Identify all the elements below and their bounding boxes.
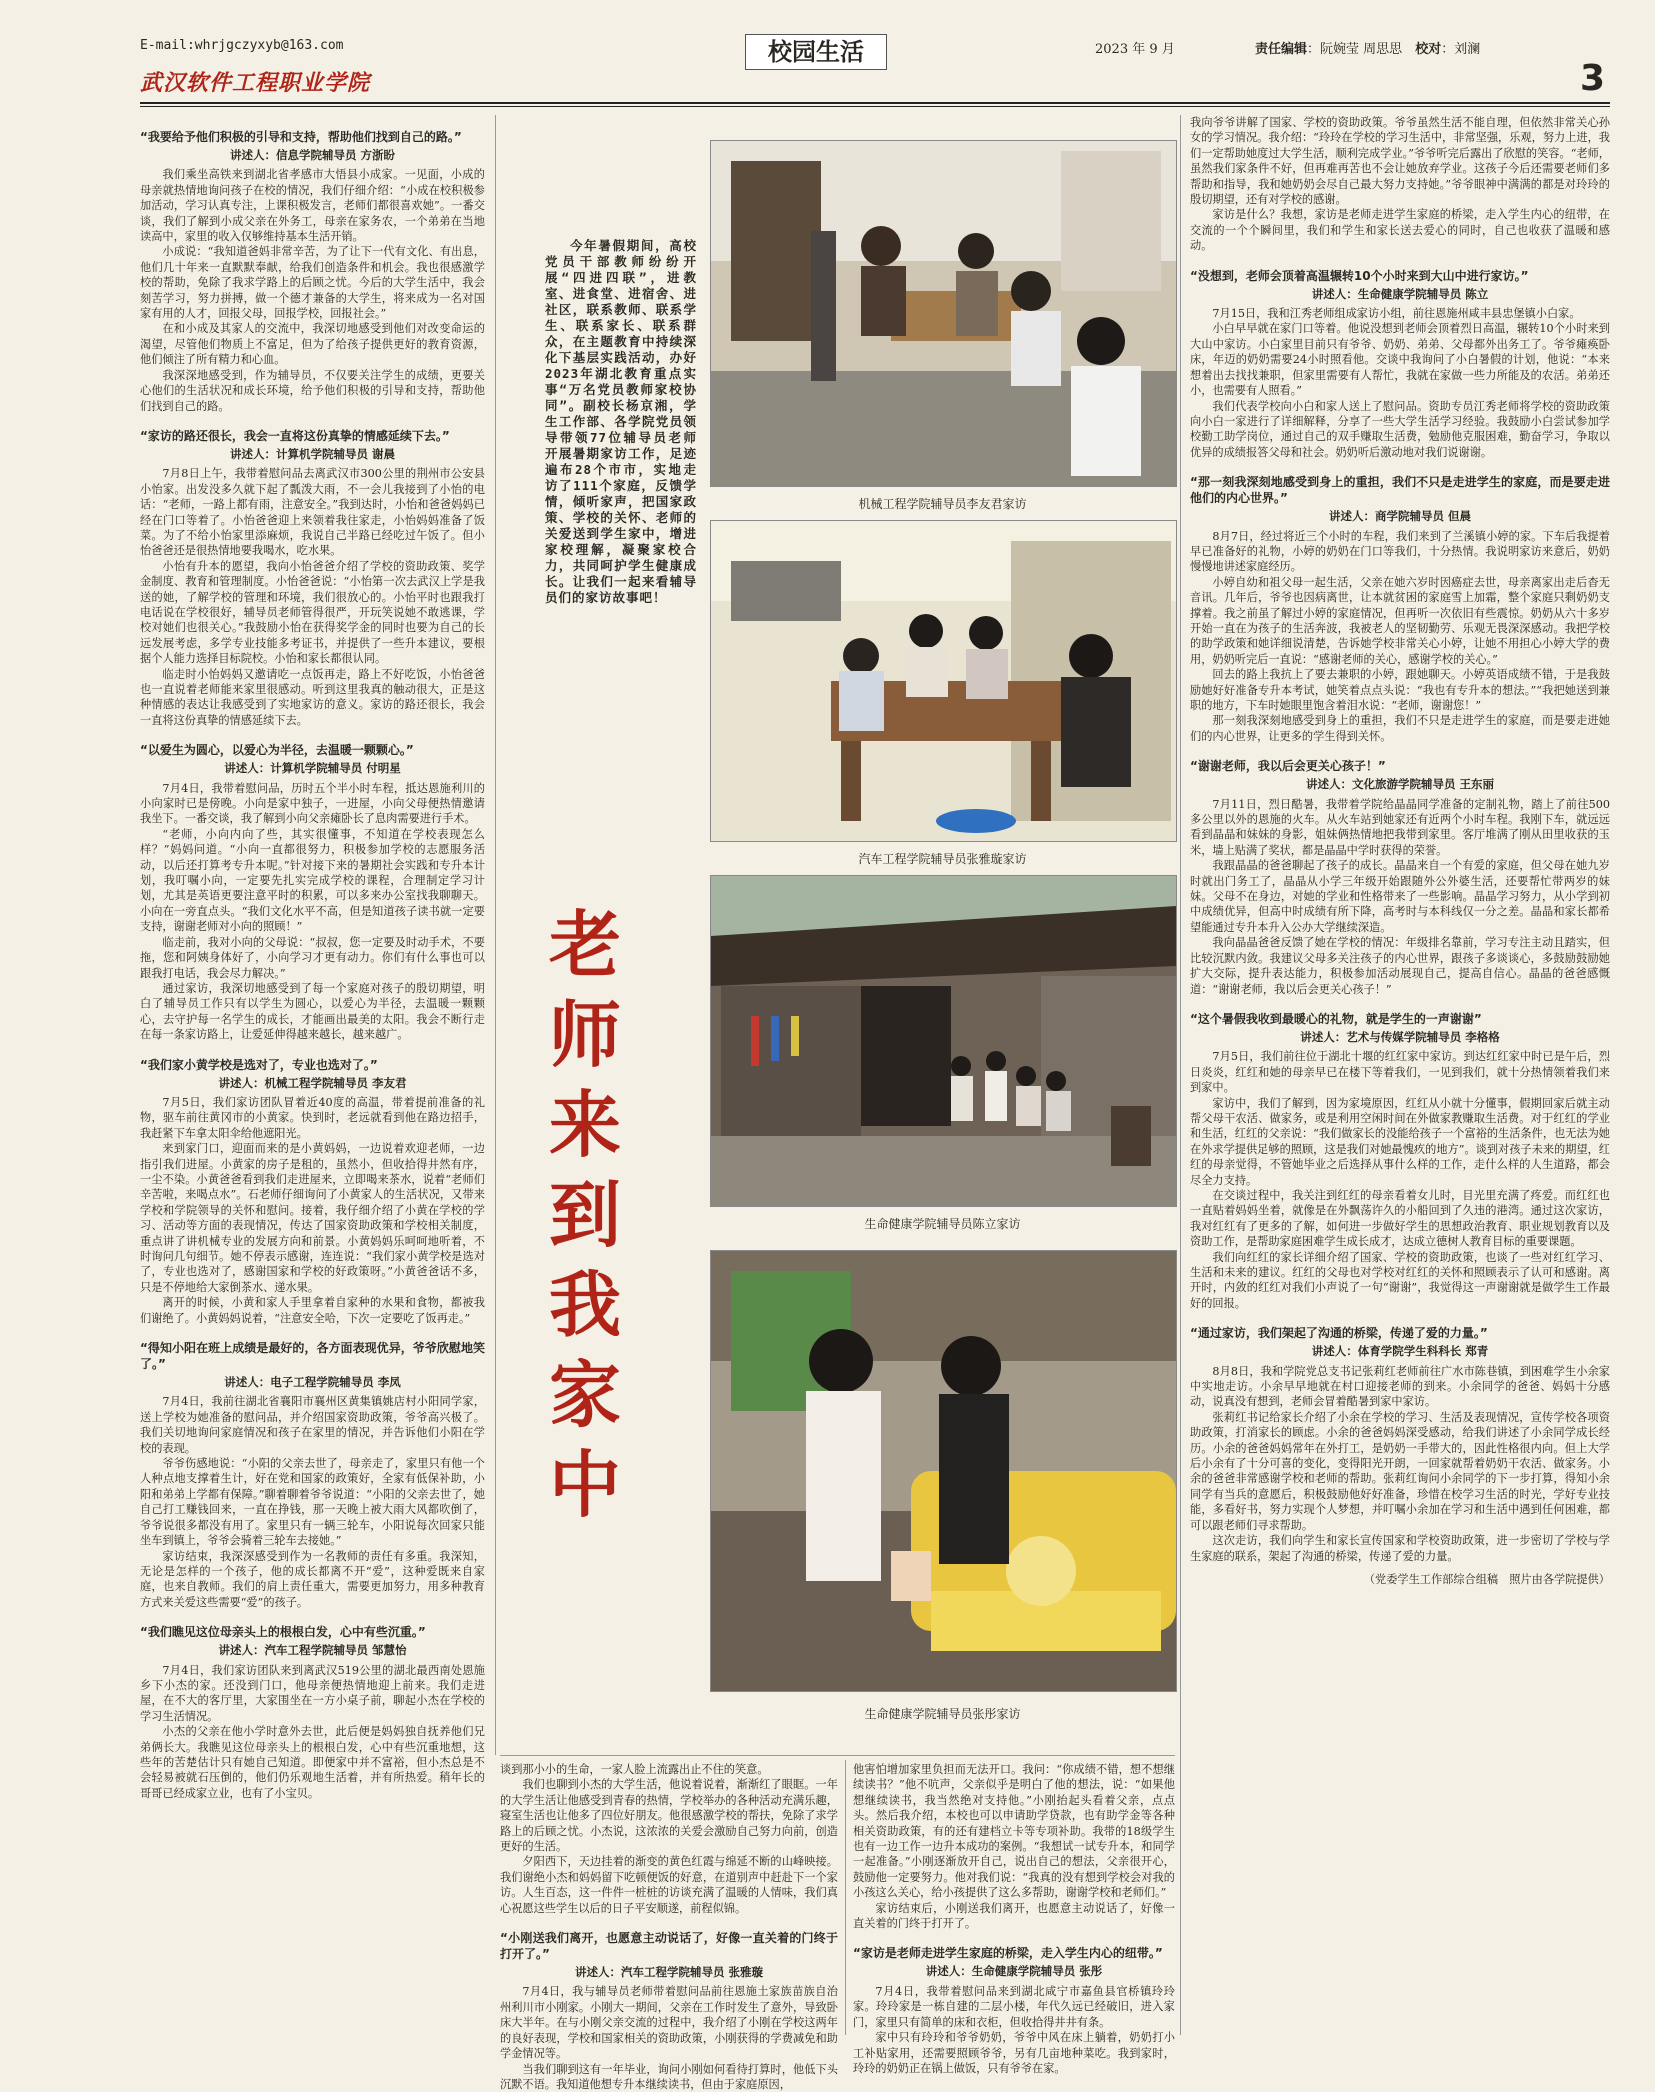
paragraph: 家访结束后，小刚送我们离开，也愿意主动说话了，好像一直关着的门终于打开了。 (853, 1901, 1175, 1932)
article-heading: “这个暑假我收到最暖心的礼物，就是学生的一声谢谢” (1190, 1011, 1610, 1027)
paragraph: 在交谈过程中，我关注到红红的母亲看着女儿时，目光里充满了疼爱。而红红也一直贴着妈妈坐着，就像是在外飘荡许久的小船回到了久违的港湾。通过这次家访，我对红红有了更多的了解，如何进一步做好学生的思想政治教育、职业规划教育以及资助工作，是帮助家庭困难学生成长成才，达成立德树人教育目标的重要课题。 (1190, 1188, 1610, 1250)
paragraph: 7月4日，我前往湖北省襄阳市襄州区黄集镇姚店村小阳同学家，送上学校为她准备的慰问品，并介绍国家资助政策，爷爷高兴极了。我们关切地询问家庭情况和孩子在家里的情况，并告诉他们小阳在学校的表现。 (140, 1394, 485, 1456)
author-line: 讲述人：体育学院学生科科长 郑青 (1190, 1344, 1610, 1359)
header-rule (140, 102, 1610, 104)
photo-home-visit-2 (710, 520, 1177, 842)
paragraph: 我们也聊到小杰的大学生活，他说着说着，渐渐红了眼眶。一年的大学生活让他感受到青春的热情，学校举办的各种活动充满乐趣，寝室生活也让他多了四位好朋友。他很感激学校的帮扶，免除了求学路上的后顾之忧。小杰说，这浓浓的关爱会激励自己努力向前，创造更好的生活。 (500, 1777, 838, 1854)
paragraph: 我们向红红的家长详细介绍了国家、学校的资助政策，也谈了一些对红红学习、生活和未来的建议。红红的父母也对学校对红红的关怀和照顾表示了认可和感谢。离开时，内敛的红红对我们小声说了一句“谢谢”，我觉得这一声谢谢就是做学生工作最好的回报。 (1190, 1250, 1610, 1312)
headline-char: 家 (540, 1350, 630, 1440)
paragraph: 张莉红书记给家长介绍了小余在学校的学习、生活及表现情况，宣传学校各项资助政策，打消家长的顾虑。小余的爸爸妈妈深受感动，给我们讲述了小余同学成长经历。小余的爸爸妈妈常年在外打工，是奶奶一手带大的，因此性格很内向。但上大学后小余有了十分可喜的变化，变得阳光开朗，一回家就帮着奶奶干农活、做家务。小余的爸爸非常感谢学校和老师的帮助。张莉红询问小余同学的下一步打算，得知小余同学有当兵的意愿后，积极鼓励他好好准备，珍惜在校学习生活的时光，学好专业技能，多看好书，努力实现个人梦想，并叮嘱小余加在学习和生活中遇到任何困难，都可以跟老师们寻求帮助。 (1190, 1410, 1610, 1533)
paragraph: 离开的时候，小黄和家人手里拿着自家种的水果和食物，都被我们谢绝了。小黄妈妈说着，“注意安全哈，下次一定要吃了饭再走。” (140, 1295, 485, 1326)
headline-char: 师 (540, 990, 630, 1080)
paragraph: 回去的路上我抗上了要去兼职的小婷，跟她聊天。小婷英语成绩不错，于是我鼓励她好好准备专升本考试，她笑着点点头说：“我也有专升本的想法。”“我把她送到兼职的地方，下车时她眼里饱含着泪水说：“老师，谢谢您！” (1190, 667, 1610, 713)
newspaper-logo: 武汉软件工程职业学院 (140, 66, 370, 97)
paragraph: 7月15日，我和江秀老师组成家访小组，前往恩施州咸丰县忠堡镇小白家。 (1190, 306, 1610, 321)
paragraph-continued: 他害怕增加家里负担而无法开口。我问：“你成绩不错，想不想继续读书？”他不吭声，父亲似乎是明白了他的想法，说：“如果他想继续读书，我当然绝对支持他。”小刚抬起头看着父亲，点点头。然后我介绍，本校也可以申请助学贷款，也有助学金等各种相关资助政策，有的还有建档立卡等专项补助。我带的18级学生也有一边工作一边升本成功的案例。“我想试一试专升本，和同学一起准备。”小刚逐渐放开自己，说出自己的想法，父亲很开心，鼓励他一定要努力。他对我们说：“我真的没有想到学校会对我的小孩这么关心，给小孩提供了这么多帮助，谢谢学校和老师们。” (853, 1762, 1175, 1901)
author-line: 讲述人：汽车工程学院辅导员 张雅璇 (500, 1965, 838, 1980)
article-column-left (140, 115, 485, 2035)
photo-caption: 机械工程学院辅导员李友君家访 (710, 495, 1175, 512)
paragraph: 我们代表学校向小白和家人送上了慰问品。资助专员江秀老师将学校的资助政策向小白一家进行了详细解释，分享了一些大学生活学习经验。我鼓励小白尝试参加学校勤工助学岗位，通过自己的双手赚取生活费，勉励他克服困难，勤奋学习，争取以优异的成绩报答父母和社会。奶奶听后激动地对我们说谢谢。 (1190, 399, 1610, 461)
paragraph: 在和小成及其家人的交流中，我深切地感受到他们对改变命运的渴望，尽管他们物质上不富足，但为了给孩子提供更好的教育资源，他们倾注了所有精力和心血。 (140, 321, 485, 367)
paragraph: 7月4日，我与辅导员老师带着慰问品前往恩施土家族苗族自治州利川市小刚家。小刚大一期间，父亲在工作时发生了意外，导致卧床大半年。在与小刚父亲交流的过程中，我介绍了小刚在学校这两年的良好表现，学校和国家相关的资助政策，小刚获得的学费减免和助学金情况等。 (500, 1984, 838, 2061)
paragraph: 家访是什么？我想，家访是老师走进学生家庭的桥梁，走入学生内心的纽带，在交流的一个个瞬间里，我们和学生和家长送去爱心的同时，自己也收获了温暖和感动。 (1190, 207, 1610, 253)
paragraph: 家访中，我们了解到，因为家境原因，红红从小就十分懂事，假期回家后就主动帮父母干农活、做家务，或是利用空闲时间在外做家教赚取生活费。对于红红的学业和生活，红红的父亲说：“我们做家长的没能给孩子一个富裕的生活条件，也无法为她在外求学提供足够的照顾，这是我们对她最愧疚的地方”。谈到对孩子未来的期望，红红的母亲觉得，不管她毕业之后选择从事什么样的工作，走什么样的人生道路，都会尽全力支持。 (1190, 1096, 1610, 1188)
paragraph: 爷爷伤感地说：“小阳的父亲去世了，母亲走了，家里只有他一个人种点地支撑着生计，好在党和国家的政策好，全家有低保补助，小阳和弟弟上学都有保障。”聊着聊着爷爷说道：“小阳的父亲去世了，她自己打工赚钱回来，一直在挣钱，那一天晚上被大雨大风都吹倒了，爷爷说很多都没有用了。家里只有一辆三轮车，小阳说每次回家只能坐车到镇上，爷爷会骑着三轮车去接她。” (140, 1456, 485, 1548)
author-line: 讲述人：机械工程学院辅导员 李友君 (140, 1076, 485, 1091)
headline-char: 到 (540, 1170, 630, 1260)
author-line: 讲述人：计算机学院辅导员 谢晨 (140, 447, 485, 462)
paragraph: 7月8日上午，我带着慰问品去离武汉市300公里的荆州市公安县小怡家。出发没多久就下起了瓢泼大雨，不一会儿我接到了小怡的电话：“老师，一路上都有雨，注意安全。”我到达时，小怡和爸爸妈妈已经在门口等着了。小怡爸爸迎上来领着我往家走，小怡妈妈准备了饭菜。为了不给小怡家里添麻烦，我说自己半路已经吃过午饭了。但小怡爸爸还是很热情地要我喝水，吃水果。 (140, 466, 485, 558)
paragraph: 这次走访，我们向学生和家长宣传国家和学校资助政策，进一步密切了学校与学生家庭的联系，架起了沟通的桥梁，传递了爱的力量。 (1190, 1533, 1610, 1564)
paragraph: 夕阳西下，天边挂着的渐变的黄色红霞与绵延不断的山峰映接。我们谢绝小杰和妈妈留下吃顿便饭的好意，在道别声中赶赴下一个家访。人生百态，这一件件一桩桩的访谈充满了温暖的人情味，我们真心祝愿这些学生以后的日子平安顺遂，前程似锦。 (500, 1854, 838, 1916)
headline-char: 我 (540, 1260, 630, 1350)
proofreader: 刘澜 (1454, 42, 1480, 57)
column-divider (1180, 115, 1181, 2035)
author-line: 讲述人：信息学院辅导员 方浙盼 (140, 148, 485, 163)
intro-text (545, 238, 697, 606)
paragraph: 我深深地感受到，作为辅导员，不仅要关注学生的成绩，更要关心他们的生活状况和成长环境，给予他们积极的引导和支持，帮助他们找到自己的路。 (140, 368, 485, 414)
page-number: 3 (1580, 58, 1605, 99)
section-divider (500, 1755, 1175, 1756)
article-heading: “小刚送我们离开，也愿意主动说话了，好像一直关着的门终于打开了。” (500, 1930, 838, 1962)
paragraph: 那一刻我深刻地感受到身上的重担，我们不只是走进学生的家庭，而是要走进她们的内心世界，让更多的学生得到关怀。 (1190, 713, 1610, 744)
editors: 阮婉莹 周思思 (1320, 42, 1402, 57)
paragraph: 来到家门口，迎面而来的是小黄妈妈，一边说着欢迎老师，一边指引我们进屋。小黄家的房子是租的，虽然小，但收拾得井然有序，一尘不染。小黄爸爸看到我们走进屋来，立即喝来茶水，说着“老师们辛苦啦，来喝点水”。石老师仔细询问了小黄家人的生活状况，又带来学校和学院领导的关怀和慰问。接着，我仔细介绍了小黄在学校的学习、活动等方面的表现情况，传达了国家资助政策和学校相关制度，重点讲了讲机械专业的发展方向和前景。小黄妈妈乐呵呵地听着，不时询问几句细节。她不停表示感谢，连连说：“我们家小黄学校是选对了，专业也选对了，感谢国家和学校的好政策呀。”小黄爸爸话不多，只是不停地给大家倒茶水、递水果。 (140, 1141, 485, 1295)
credit-line: （党委学生工作部综合组稿 照片由各学院提供） (1190, 1572, 1610, 1587)
paragraph: 7月5日，我们前往位于湖北十堰的红红家中家访。到达红红家中时已是午后，烈日炎炎，红红和她的母亲早已在楼下等着我们，一见到我们，就十分热情领着我们来到家中。 (1190, 1049, 1610, 1095)
paragraph-continued: 我向爷爷讲解了国家、学校的资助政策。爷爷虽然生活不能自理，但依然非常关心孙女的学习情况。我介绍：“玲玲在学校的学习生活中，非常坚强，乐观，努力上进，我们一定帮助她度过大学生活，顺利完成学业。”爷爷听完后露出了欣慰的笑容。“老师，虽然我们家条件不好，但再难再苦也不会让她放弃学业。这孩子今后还需要老师们多帮助和指导，我和她奶奶会尽自己最大努力支持她。”爷爷眼神中满满的都是对玲玲的殷切期望，还有对学校的感谢。 (1190, 115, 1610, 207)
photo-home-visit-4 (710, 1250, 1177, 1692)
paragraph: 小杰的父亲在他小学时意外去世，此后便是妈妈独自抚养他们兄弟俩长大。我瞧见这位母亲头上的根根白发，心中有些沉重地想，这些年的苦楚估计只有她自己知道。即便家中并不富裕，但小杰总是不会轻易被就石压倒的，他们仍乐观地生活着，并有所热爱。稍年长的哥哥已经成家立业，也有了小宝贝。 (140, 1724, 485, 1801)
paragraph: “老师，小向内向了些，其实很懂事，不知道在学校表现怎么样？”妈妈问道。“小向一直都很努力，积极参加学校的志愿服务活动，以后还打算考专升本呢。”针对接下来的暑期社会实践和专升本计划，我叮嘱小向，一定要先扎实完成学校的课程，合理制定学习计划，尤其是英语更要注意平时的积累，可以多来办公室找我聊聊天。小向在一旁直点头。“我们文化水平不高，但是知道孩子读书就一定要支持，谢谢老师对小向的照顾！” (140, 827, 485, 935)
paragraph: 当我们聊到这有一年毕业，询问小刚如何看待打算时，他低下头沉默不语。我知道他想专升本继续读书，但由于家庭原因， (500, 2062, 838, 2092)
author-line: 讲述人：电子工程学院辅导员 李凤 (140, 1375, 485, 1390)
paragraph: 8月7日，经过将近三个小时的车程，我们来到了兰溪镇小婷的家。下车后我提着早已准备好的礼物，小婷的奶奶在门口等我们，十分热情。我说明家访来意后，奶奶慢慢地讲述家庭经历。 (1190, 529, 1610, 575)
author-line: 讲述人：生命健康学院辅导员 陈立 (1190, 287, 1610, 302)
paragraph: 通过家访，我深切地感受到了每一个家庭对孩子的殷切期望，明白了辅导员工作只有以学生为圆心，以爱心为半径，去温暖一颗颗心，去守护每一名学生的成长，才能画出最美的太阳。我会不断行走在每一条家访路上，让爱延伸得越来越长，越来越广。 (140, 981, 485, 1043)
paragraph: 我们乘坐高铁来到湖北省孝感市大悟县小成家。一见面，小成的母亲就热情地询问孩子在校的情况，我们仔细介绍：“小成在校积极参加活动，学习认真专注，上课积极发言，老师们都很喜欢她”。一番交谈，我们了解到小成父亲在外务工，母亲在家务农，一个弟弟在当地读高中，家里的收入仅够维持基本生活开销。 (140, 167, 485, 244)
main-headline (540, 900, 630, 1530)
paragraph: 7月5日，我们家访团队冒着近40度的高温，带着提前准备的礼物，驱车前往黄冈市的小黄家。快到时，老远就看到他在路边招手，我赶紧下车拿太阳伞给他遮阳光。 (140, 1095, 485, 1141)
paragraph: 7月4日，我们家访团队来到离武汉519公里的湖北最西南处恩施乡下小杰的家。还没到门口，他母亲便热情地迎上前来。我们走进屋，在不大的客厅里，大家围坐在一方小桌子前，聊起小杰在学校的学习生活情况。 (140, 1663, 485, 1725)
article-heading: “以爱生为圆心，以爱心为半径，去温暖一颗颗心。” (140, 742, 485, 758)
paragraph: 家中只有玲玲和爷爷奶奶，爷爷中风在床上躺着，奶奶打小工补贴家用，还需要照顾爷爷，另有几亩地种菜吃。我到家时，玲玲的奶奶正在锅上做饭，只有爷爷在家。 (853, 2030, 1175, 2076)
article-heading: “谢谢老师，我以后会更关心孩子！” (1190, 758, 1610, 774)
paragraph: 小白早早就在家门口等着。他说没想到老师会顶着烈日高温，辗转10个小时来到大山中家访。小白家里目前只有爷爷、奶奶、弟弟、父母都外出务工了。爷爷瘫痪卧床，年迈的奶奶需要24小时照看他。交谈中我询问了小白暑假的计划，他说：“本来想着出去找找兼职，但家里需要有人帮忙，我就在家做一些力所能及的农活。弟弟还小，也需要有人照看。” (1190, 321, 1610, 398)
headline-char: 中 (540, 1440, 630, 1530)
article-heading: “我们家小黄学校是选对了，专业也选对了。” (140, 1057, 485, 1073)
headline-char: 来 (540, 1080, 630, 1170)
header-email: E-mail:whrjgczyxyb@163.com (140, 38, 344, 53)
article-column-mid-2 (853, 1762, 1175, 2037)
author-line: 讲述人：艺术与传媒学院辅导员 李格格 (1190, 1030, 1610, 1045)
paragraph: 7月4日，我带着慰问品，历时五个半小时车程，抵达恩施利川的小向家时已是傍晚。小向是家中独子，一进屋，小向父母便热情邀请我坐下。一番交谈，我了解到小向父亲瘫卧长了息肉需要进行手术。 (140, 781, 485, 827)
photo-caption: 生命健康学院辅导员张彤家访 (710, 1705, 1175, 1722)
paragraph: 7月11日，烈日酷暑，我带着学院给晶晶同学准备的定制礼物，踏上了前往500多公里以外的恩施的火车。从火车站到她家还有近两个小时车程。我刚下车，就远远看到晶晶和妹妹的身影，姐妹俩热情地把我带到家里。客厅堆满了刚从田里收获的玉米，墙上贴满了奖状，都是晶晶中学时获得的荣誉。 (1190, 797, 1610, 859)
paragraph-continued: 谈到那小小的生命，一家人脸上流露出止不住的笑意。 (500, 1762, 838, 1777)
editor-label: 责任编辑 (1255, 42, 1307, 57)
intro-paragraph: 今年暑假期间，高校党员干部教师纷纷开展“四进四联”，进教室、进食堂、进宿舍、进社区，联系教师、联系学生、联系家长、联系群众，在主题教育中持续深化下基层实践活动，办好2023年湖北教育重点实事“万名党员教师家校协同”。副校长杨京湘，学生工作部、各学院党员领导带领77位辅导员老师开展暑期家访工作，足迹遍布28个市市，实地走访了111个家庭，反馈学情，倾听家声，把国家政策、学校的关怀、老师的关爱送到学生家中，增进家校理解，凝聚家校合力，共同呵护学生健康成长。让我们一起来看辅导员们的家访故事吧！ (545, 238, 697, 606)
paragraph: 8月8日，我和学院党总支书记张莉红老师前往广水市陈巷镇，到困难学生小余家中实地走访。小余早早地就在村口迎接老师的到来。小余同学的爸爸、妈妈十分感动，说真没有想到，老师会冒着酷暑到家中家访。 (1190, 1364, 1610, 1410)
headline-char: 老 (540, 900, 630, 990)
photo-caption: 汽车工程学院辅导员张雅璇家访 (710, 850, 1175, 867)
article-heading: “我们瞧见这位母亲头上的根根白发，心中有些沉重。” (140, 1624, 485, 1640)
header-rule-thin (140, 106, 1610, 107)
paragraph: 7月4日，我带着慰问品来到湖北咸宁市嘉鱼县官桥镇玲玲家。玲玲家是一栋自建的二层小楼，年代久远已经破旧，进入家门，家里只有简单的床和衣柜，但收拾得井井有条。 (853, 1984, 1175, 2030)
column-divider (495, 115, 496, 1755)
author-line: 讲述人：生命健康学院辅导员 张彤 (853, 1964, 1175, 1979)
article-heading: “家访是老师走进学生家庭的桥梁，走入学生内心的纽带。” (853, 1945, 1175, 1961)
section-title: 校园生活 (745, 34, 887, 70)
article-heading: “得知小阳在班上成绩是最好的，各方面表现优异，爷爷欣慰地笑了。” (140, 1340, 485, 1372)
article-column-right (1190, 115, 1610, 2035)
issue-date: 2023 年 9 月 (1095, 38, 1175, 57)
paragraph: 临走时小怡妈妈又邀请吃一点饭再走，路上不好吃饭，小怡爸爸也一直说着老师能来家里很感动。听到这里我真的触动很大，正是这种情感的表达让我感受到了实地家访的意义。家访的路还很长，我会一直将这份真挚的情感延续下去。 (140, 667, 485, 729)
photo-home-visit-3 (710, 875, 1177, 1207)
paragraph: 我跟晶晶的爸爸聊起了孩子的成长。晶晶来自一个有爱的家庭，但父母在她九岁时就出门务工了，晶晶从小学三年级开始跟随外公外婆生活，还要帮忙带两岁的妹妹。父母不在身边，对她的学业和性格带来了一些影响。晶晶学习努力，从小学到初中成绩优异，但高中时成绩有所下降，高考时与本科线仅一分之差。晶晶和家长都希望能通过专升本升入公办大学继续深造。 (1190, 858, 1610, 935)
author-line: 讲述人：文化旅游学院辅导员 王东丽 (1190, 777, 1610, 792)
paragraph: 小婷自幼和祖父母一起生活，父亲在她六岁时因癌症去世，母亲离家出走后杳无音讯。几年后，爷爷也因病离世，让本就贫困的家庭雪上加霜，整个家庭只剩奶奶支撑着。我之前虽了解过小婷的家庭情况，但再听一次依旧有些震惊。奶奶从六十多岁开始一直在为孩子的生活奔波，我被老人的坚韧勤劳、乐观无畏深深感动。我把学校的助学政策和她详细说清楚，告诉她学校非常关心小婷，让她不用担心小婷大学的费用，奶奶听完后一直说：“感谢老师的关心，感谢学校的关心。” (1190, 575, 1610, 667)
author-line: 讲述人：商学院辅导员 但晨 (1190, 509, 1610, 524)
paragraph: 我向晶晶爸爸反馈了她在学校的情况：年级排名靠前，学习专注主动且踏实，但比较沉默内敛。我建议父母多关注孩子的内心世界，跟孩子多谈谈心，多鼓励鼓励她扩大交际，提升表达能力，积极参加活动展现自己，提高自信心。晶晶的爸爸感慨道：“谢谢老师，我以后会更关心孩子！” (1190, 935, 1610, 997)
proof-label: 校对 (1415, 42, 1441, 57)
paragraph: 临走前，我对小向的父母说：“叔叔，您一定要及时动手术，不要拖，您和阿姨身体好了，小向学习才更有动力。你们有什么事也可以跟我打电话，我会尽力解决。” (140, 935, 485, 981)
article-column-mid-1 (500, 1762, 838, 2037)
article-heading: “通过家访，我们架起了沟通的桥梁，传递了爱的力量。” (1190, 1325, 1610, 1341)
photo-caption: 生命健康学院辅导员陈立家访 (710, 1215, 1175, 1232)
author-line: 讲述人：汽车工程学院辅导员 邹慧怡 (140, 1643, 485, 1658)
paragraph: 家访结束，我深深感受到作为一名教师的责任有多重。我深知，无论是怎样的一个孩子，他的成长都离不开“爱”，这种爱既来自家庭，也来自教师。我们的肩上责任重大，需要更加努力，用多种教育方式来关爱这些需要“爱”的孩子。 (140, 1549, 485, 1611)
article-heading: “我要给予他们积极的引导和支持，帮助他们找到自己的路。” (140, 129, 485, 145)
editor-info: 责任编辑：阮婉莹 周思思 校对：刘澜 (1255, 38, 1480, 57)
paragraph: 小怡有升本的愿望，我向小怡爸爸介绍了学校的资助政策、奖学金制度、教育和管理制度。小怡爸爸说：“小怡第一次去武汉上学是我送的她，了解学校的管理和环境，我们很放心的。小怡平时也跟我打电话说在学校很好，辅导员老师管得很严，开玩笑说她不敢逃课，学校对她们也很关心。”我鼓励小怡在获得奖学金的同时也要为自己的长远发展考虑，多学专业技能多考证书，并提供了一些升本建议，要根据个人能力选择目标院校。小怡和家长都很认同。 (140, 559, 485, 667)
photo-home-visit-1 (710, 140, 1177, 487)
paragraph: 小成说：“我知道爸妈非常辛苦，为了让下一代有文化、有出息，他们几十年来一直默默奉献，给我们创造条件和机会。我也很感激学校的帮助，免除了我求学路上的后顾之忧。今后的大学生活中，我会刻苦学习，努力拼搏，做一个德才兼备的大学生，将来成为一名对国家有用的人才，回报父母，回报学校，回报社会。” (140, 244, 485, 321)
article-heading: “那一刻我深刻地感受到身上的重担，我们不只是走进学生的家庭，而是要走进他们的内心世界。” (1190, 474, 1610, 506)
article-heading: “家访的路还很长，我会一直将这份真挚的情感延续下去。” (140, 428, 485, 444)
column-divider (845, 1760, 846, 2035)
author-line: 讲述人：计算机学院辅导员 付明星 (140, 761, 485, 776)
article-heading: “没想到，老师会顶着高温辗转10个小时来到大山中进行家访。” (1190, 268, 1610, 284)
